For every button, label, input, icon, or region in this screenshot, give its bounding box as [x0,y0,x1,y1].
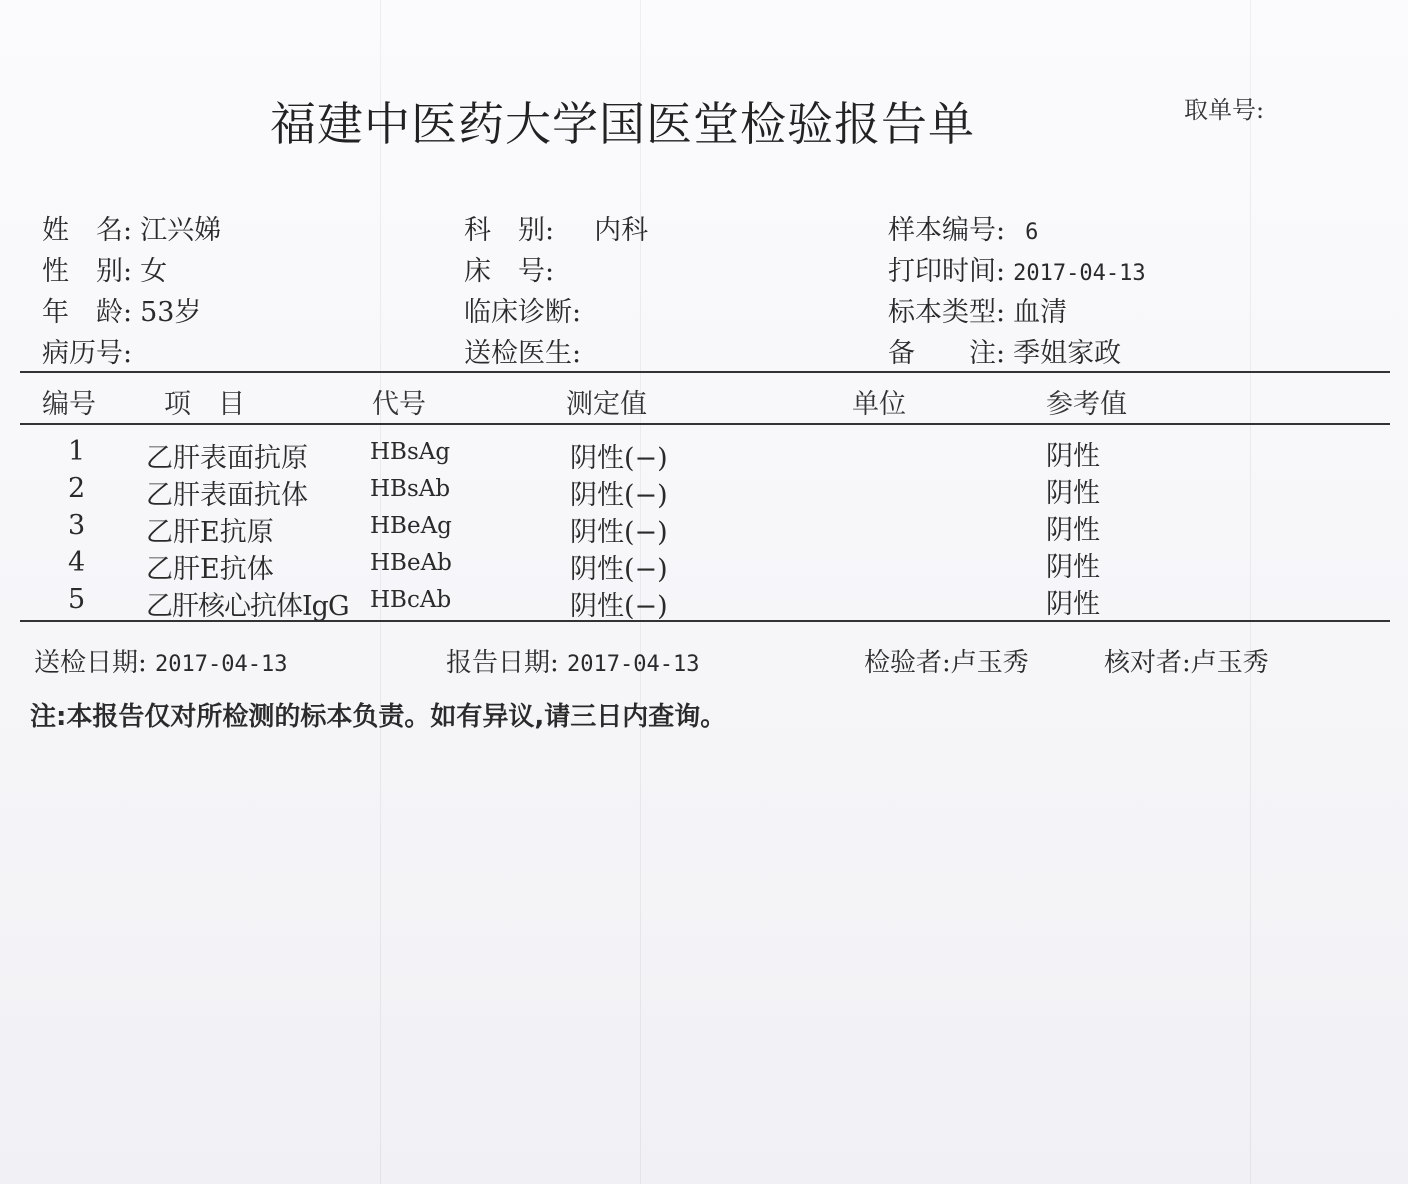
test-item: 乙肝表面抗原 [146,443,308,474]
reference-value: 阴性 [1046,478,1100,509]
doctor-label: 送检医生: [464,338,582,369]
tester-label: 检验者: [864,648,951,678]
submit-date-label: 送检日期: [34,648,147,678]
diagnosis-label: 临床诊断: [464,297,582,328]
sample-type-field [888,290,1067,329]
col-header-no: 编号 [42,389,96,420]
age-value: 53岁 [140,297,202,328]
report-date-field [446,642,699,679]
order-number-label: 取单号: [1184,96,1265,124]
col-header-result: 测定值 [566,389,647,420]
sample-type-label: 标本类型: [888,297,1006,328]
bed-label: 床 号: [464,256,555,287]
row-number: 2 [68,473,86,504]
name-field [42,208,221,247]
test-code: HBsAg [370,439,451,465]
disclaimer-note: 注:本报告仅对所检测的标本负责。如有异议,请三日内查询。 [30,702,727,732]
print-time-field [888,249,1146,288]
table-header-rule [20,423,1390,425]
test-result: 阴性(−) [570,517,668,548]
test-result: 阴性(−) [570,554,668,585]
doctor-field [464,331,589,370]
diagnosis-field [464,290,589,329]
bed-field [464,249,562,288]
row-number: 1 [68,436,86,467]
row-number: 3 [68,510,86,541]
age-label: 年 龄: [42,297,133,328]
test-code: HBeAb [370,550,452,576]
name-label: 姓 名: [42,215,133,246]
gender-label: 性 别: [42,256,133,287]
remark-label: 备 注: [888,338,1006,369]
table-top-rule [20,371,1390,373]
submit-date-value: 2017-04-13 [155,652,288,677]
test-item: 乙肝E抗体 [146,554,274,585]
test-result: 阴性(−) [570,480,668,511]
row-number: 4 [68,547,86,578]
sample-no-field [888,208,1038,247]
report-date-value: 2017-04-13 [567,652,700,677]
col-header-unit: 单位 [852,389,906,420]
dept-field [464,208,648,247]
tester-field [864,642,1029,679]
checker-field [1104,642,1269,679]
age-field [42,290,201,329]
col-header-item: 项 目 [164,389,245,420]
record-label: 病历号: [42,338,133,369]
gender-field [42,249,167,288]
test-code: HBeAg [370,513,452,539]
record-field [42,331,140,370]
reference-value: 阴性 [1046,552,1100,583]
tester-value: 卢玉秀 [950,648,1029,678]
sample-no-label: 样本编号: [888,215,1006,246]
dept-value: 内科 [594,215,649,246]
test-code: HBsAb [370,476,451,502]
row-number: 5 [68,584,86,615]
reference-value: 阴性 [1046,441,1100,472]
col-header-code: 代号 [372,389,426,420]
gender-value: 女 [140,256,168,287]
remark-field [888,331,1121,370]
checker-value: 卢玉秀 [1190,648,1269,678]
checker-label: 核对者: [1104,648,1191,678]
test-code: HBcAb [370,587,452,613]
test-result: 阴性(−) [570,443,668,474]
submit-date-field [34,642,287,679]
dept-label: 科 别: [464,215,555,246]
reference-value: 阴性 [1046,515,1100,546]
sample-type-value: 血清 [1013,297,1068,328]
sample-no-value: 6 [1025,220,1039,245]
reference-value: 阴性 [1046,589,1100,620]
col-header-reference: 参考值 [1046,389,1127,420]
name-value: 江兴娣 [140,215,222,246]
paper-fold [1250,0,1251,1184]
test-item: 乙肝核心抗体IgG [146,591,349,622]
test-item: 乙肝表面抗体 [146,480,308,511]
remark-value: 季姐家政 [1013,338,1122,369]
test-result: 阴性(−) [570,591,668,622]
print-time-label: 打印时间: [888,256,1006,287]
test-item: 乙肝E抗原 [146,517,274,548]
report-title: 福建中医药大学国医堂检验报告单 [270,97,975,151]
print-time-value: 2017-04-13 [1013,261,1146,286]
report-date-label: 报告日期: [446,648,559,678]
